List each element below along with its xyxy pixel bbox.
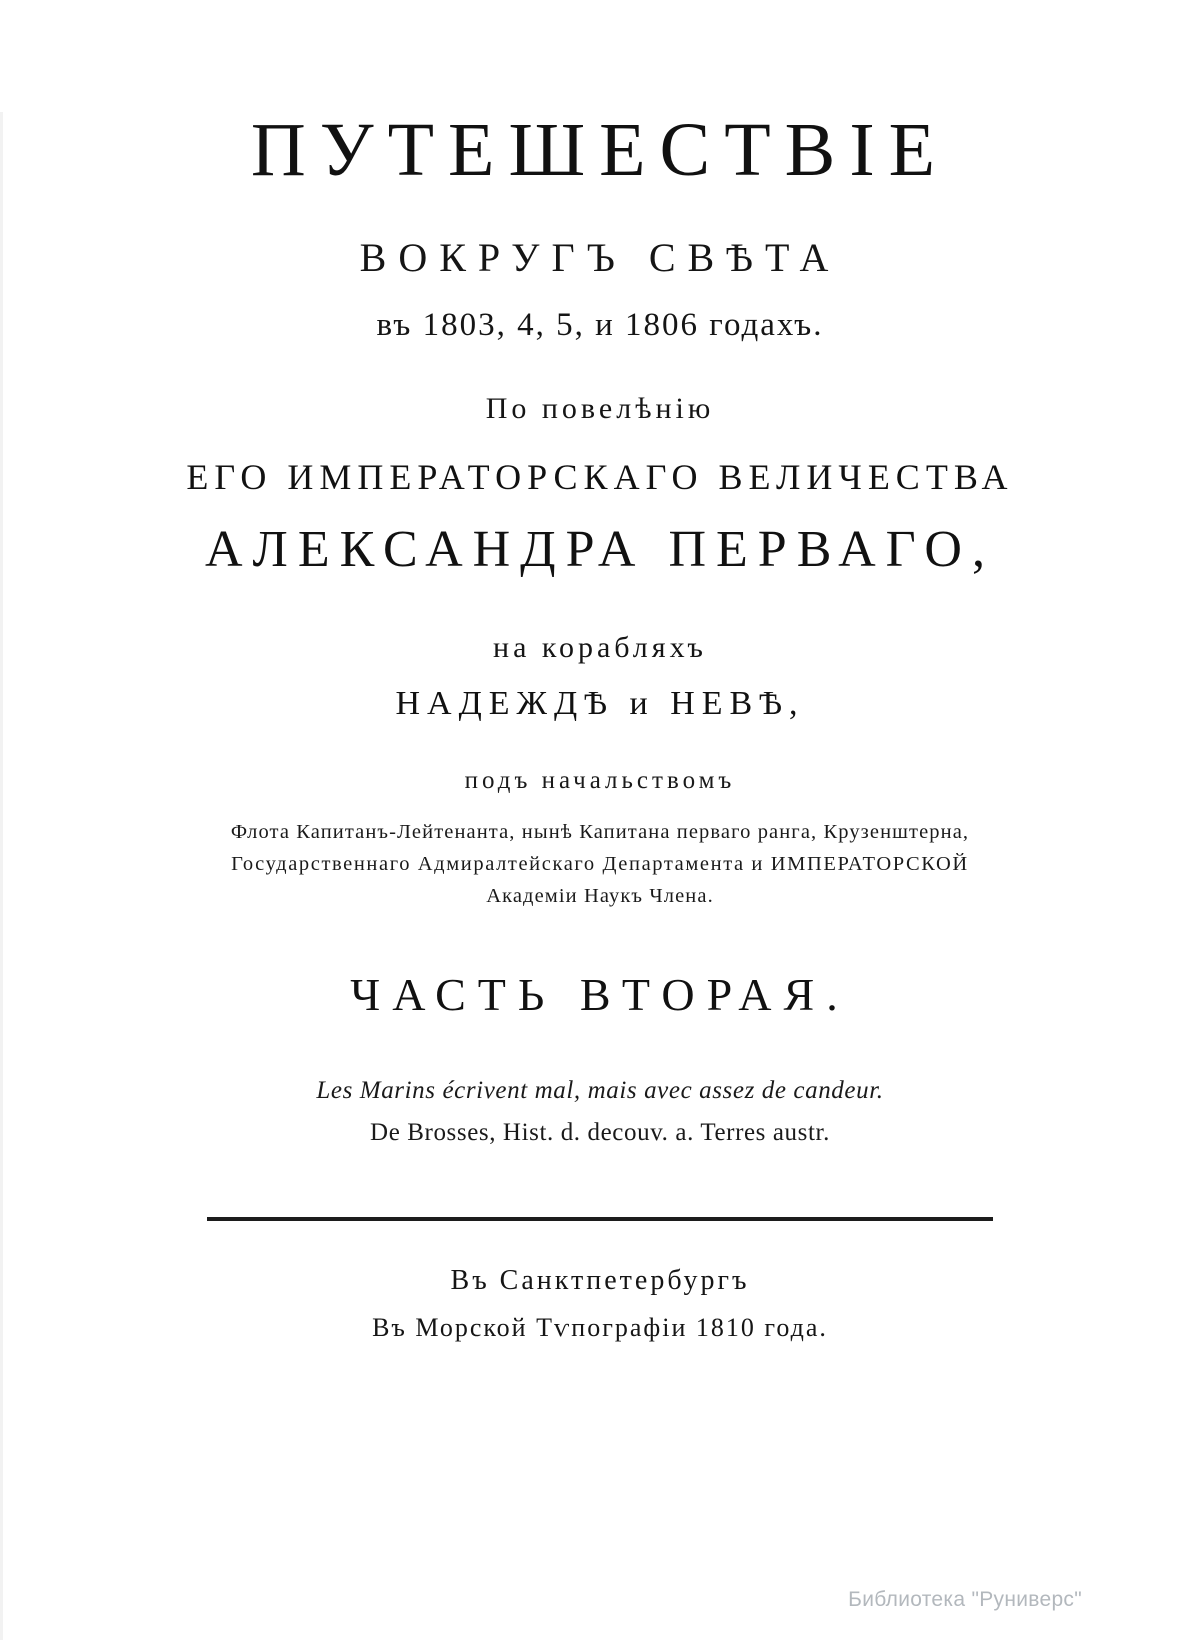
library-watermark: Библиотека "Руниверс" [848,1588,1082,1611]
epigraph-text: Les Marins écrivent mal, mais avec assez de candeur. [316,1077,884,1105]
horizontal-divider [207,1217,993,1221]
part-title: ЧАСТЬ ВТОРАЯ. [350,969,850,1021]
title-page [0,108,1200,1640]
imperial-majesty-line: ЕГО ИМПЕРАТОРСКАГО ВЕЛИЧЕСТВА [186,457,1014,497]
commander-line-3: Академіи Наукъ Члена. [486,884,714,907]
on-ships-line: на корабляхъ [493,631,707,664]
page-title: ПУТЕШЕСТВIЕ [250,108,950,192]
ship-names: НАДЕЖДѢ и НЕВѢ, [395,685,805,722]
epigraph-source: De Brosses, Hist. d. decouv. a. Terres austr. [370,1119,830,1147]
imprint-city: Въ Санктпетербургъ [450,1265,750,1297]
commander-credentials [135,817,1065,912]
under-command-line: подъ начальствомъ [464,767,736,794]
subtitle-around-the-world: ВОКРУГЪ СВѢТА [359,235,841,280]
commander-line-1: Флота Капитанъ-Лейтенанта, нынѣ Капитана перваго ранга, Крузенштерна, [230,821,970,843]
imprint-press: Въ Морской Тѵпографіи 1810 года. [372,1313,828,1343]
commander-line-2: Государственнаго Адмиралтейскаго Департамента и ИМПЕРАТОРСКОЙ [231,852,969,875]
scan-edge [0,112,3,1640]
by-order-line: По повелѣнію [485,392,715,425]
sovereign-name: АЛЕКСАНДРА ПЕРВАГО, [205,521,995,578]
subtitle-years: въ 1803, 4, 5, и 1806 годахъ. [376,307,824,343]
